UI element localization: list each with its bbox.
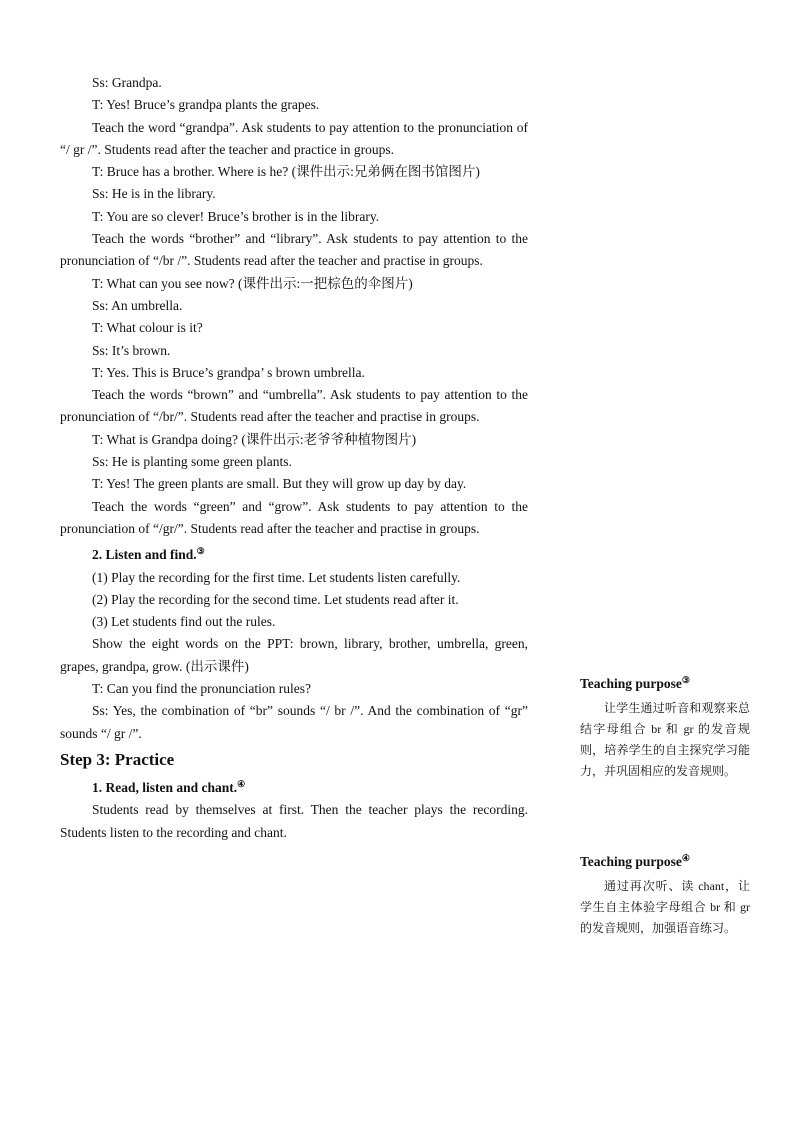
dialogue-line: Ss: Yes, the combination of “br” sounds “/ br /”. And the combination of “gr” sounds “/ gr /”. xyxy=(60,703,528,741)
instruction-paragraph: Teach the words “brother” and “library”. Ask students to pay attention to the pronunciation of “/br /”. Students read after the teacher and practise in groups. xyxy=(60,231,528,269)
dialogue-line: T: Yes! Bruce’s grandpa plants the grapes. xyxy=(92,97,320,113)
instruction-paragraph: Teach the words “green” and “grow”. Ask students to pay attention to the pronunciation of “/gr/”. Students read after the teacher and practise in groups. xyxy=(60,498,528,536)
teaching-purpose-heading-text: Teaching purpose xyxy=(580,676,682,691)
instruction-paragraph: Teach the words “brown” and “umbrella”. Ask students to pay attention to the pronunciation of “/br/”. Students read after the teacher and practise in groups. xyxy=(60,387,528,425)
read-listen-chant-heading xyxy=(60,773,528,799)
dialogue-line: T: Bruce has a brother. Where is he? (课件出示:兄弟俩在图书馆图片) xyxy=(92,164,480,180)
chant-heading-text: 1. Read, listen and chant. xyxy=(92,779,238,795)
dialogue-line: Ss: He is in the library. xyxy=(92,186,216,202)
dialogue-line: Ss: It’s brown. xyxy=(92,342,171,358)
dialogue-line: T: Yes! The green plants are small. But they will grow up day by day. xyxy=(92,476,467,492)
dialogue-line: T: You are so clever! Bruce’s brother is in the library. xyxy=(92,208,380,224)
teaching-purpose-4 xyxy=(580,848,750,939)
footnote-marker: ④ xyxy=(681,853,690,863)
dialogue-line: Ss: An umbrella. xyxy=(92,297,183,313)
teaching-purpose-text: 让学生通过听音和观察来总结字母组合 br 和 gr 的发音规则，培养学生的自主探究学习能力，并巩固相应的发音规则。 xyxy=(580,701,750,778)
teaching-purpose-text: 通过再次听、读 chant，让学生自主体验字母组合 br 和 gr 的发音规则，加强语音练习。 xyxy=(580,879,750,935)
dialogue-line: T: Yes. This is Bruce’s grandpa’ s brown umbrella. xyxy=(92,364,365,380)
dialogue-line: T: What is Grandpa doing? (课件出示:老爷爷种植物图片) xyxy=(92,431,417,447)
teaching-purpose-3 xyxy=(580,670,750,782)
dialogue-line: Ss: He is planting some green plants. xyxy=(92,454,292,470)
footnote-marker: ④ xyxy=(237,778,246,789)
teaching-purpose-heading xyxy=(580,670,750,694)
procedure-step: (1) Play the recording for the first time. Let students listen carefully. xyxy=(92,569,461,585)
lesson-plan-main xyxy=(60,72,528,844)
dialogue-line: Ss: Grandpa. xyxy=(92,75,162,90)
step3-title: Step 3: Practice xyxy=(60,749,175,769)
footnote-marker: ③ xyxy=(196,546,205,557)
teaching-purpose-heading-text: Teaching purpose xyxy=(580,854,682,869)
instruction-paragraph: Students read by themselves at first. Then the teacher plays the recording. Students listen to the recording and chant. xyxy=(60,802,528,840)
instruction-paragraph: Teach the word “grandpa”. Ask students to pay attention to the pronunciation of “/ gr /”. Students read after the teacher and practice in groups. xyxy=(60,119,528,157)
procedure-step: (3) Let students find out the rules. xyxy=(92,614,276,630)
dialogue-line: T: Can you find the pronunciation rules? xyxy=(92,681,312,697)
listen-heading-text: 2. Listen and find. xyxy=(92,547,197,563)
procedure-step: Show the eight words on the PPT: brown, library, brother, umbrella, green, grapes, grandpa, grow. (出示课件) xyxy=(60,636,528,674)
footnote-marker: ③ xyxy=(681,675,690,685)
dialogue-line: T: What colour is it? xyxy=(92,320,203,336)
procedure-step: (2) Play the recording for the second time. Let students read after it. xyxy=(92,591,459,607)
dialogue-line: T: What can you see now? (课件出示:一把棕色的伞图片) xyxy=(92,275,413,291)
teaching-purpose-heading xyxy=(580,848,750,872)
listen-and-find-heading xyxy=(60,540,528,566)
